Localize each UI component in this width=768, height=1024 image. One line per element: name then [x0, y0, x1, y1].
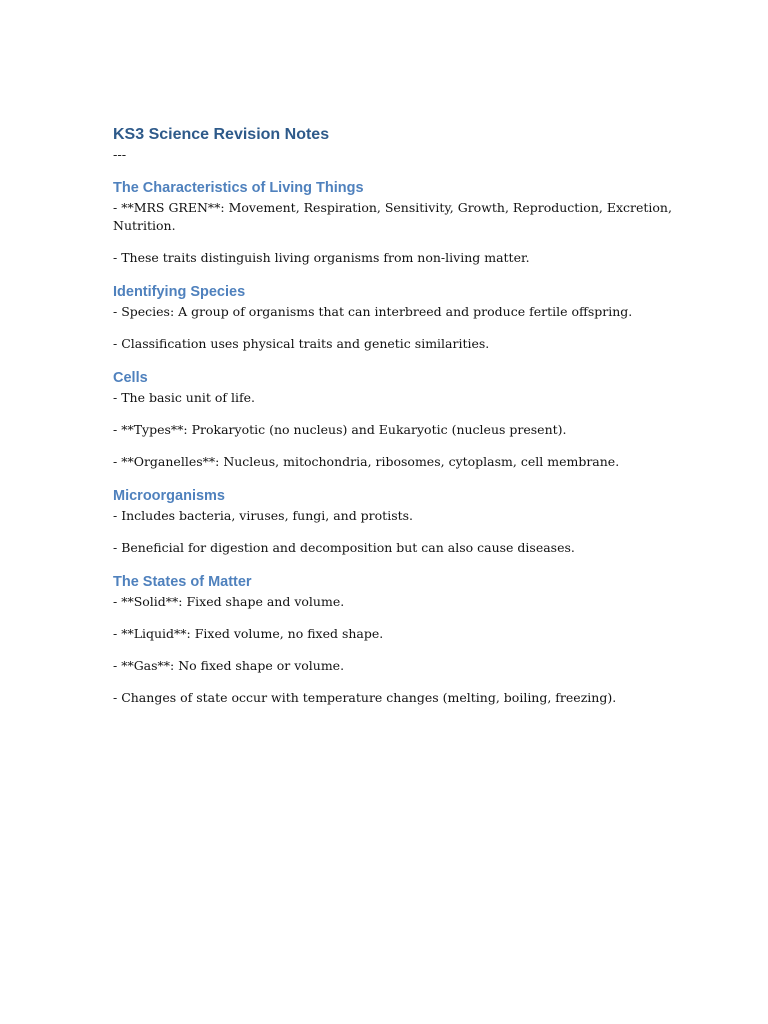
- paragraph: - **Solid**: Fixed shape and volume.: [113, 594, 345, 609]
- paragraph: - Includes bacteria, viruses, fungi, and protists.: [113, 508, 414, 523]
- section-living-things: [113, 177, 673, 267]
- section-heading: Identifying Species: [113, 284, 246, 300]
- section-microorganisms: [113, 485, 673, 557]
- paragraph: - **MRS GREN**: Movement, Respiration, Sensitivity, Growth, Reproduction, Excretion, Nutrition.: [113, 200, 672, 233]
- paragraph: - **Liquid**: Fixed volume, no fixed shape.: [113, 626, 384, 641]
- section-heading: The States of Matter: [113, 574, 252, 590]
- section-identifying-species: [113, 281, 673, 353]
- paragraph: - Classification uses physical traits and genetic similarities.: [113, 336, 490, 351]
- paragraph: - **Organelles**: Nucleus, mitochondria, ribosomes, cytoplasm, cell membrane.: [113, 454, 620, 469]
- section-heading: Cells: [113, 370, 148, 386]
- paragraph: - Species: A group of organisms that can interbreed and produce fertile offspring.: [113, 304, 633, 319]
- paragraph: - **Gas**: No fixed shape or volume.: [113, 658, 345, 673]
- paragraph: - Changes of state occur with temperature changes (melting, boiling, freezing).: [113, 690, 617, 705]
- separator-line: ---: [113, 148, 127, 163]
- document-title: KS3 Science Revision Notes: [113, 126, 330, 143]
- paragraph: - Beneficial for digestion and decomposition but can also cause diseases.: [113, 540, 575, 555]
- paragraph: - **Types**: Prokaryotic (no nucleus) and Eukaryotic (nucleus present).: [113, 422, 567, 437]
- paragraph: - The basic unit of life.: [113, 390, 256, 405]
- section-heading: Microorganisms: [113, 488, 225, 504]
- document-page: [113, 124, 673, 721]
- section-states-of-matter: [113, 571, 673, 707]
- section-heading: The Characteristics of Living Things: [113, 180, 364, 196]
- paragraph: - These traits distinguish living organisms from non-living matter.: [113, 250, 530, 265]
- section-cells: [113, 367, 673, 471]
